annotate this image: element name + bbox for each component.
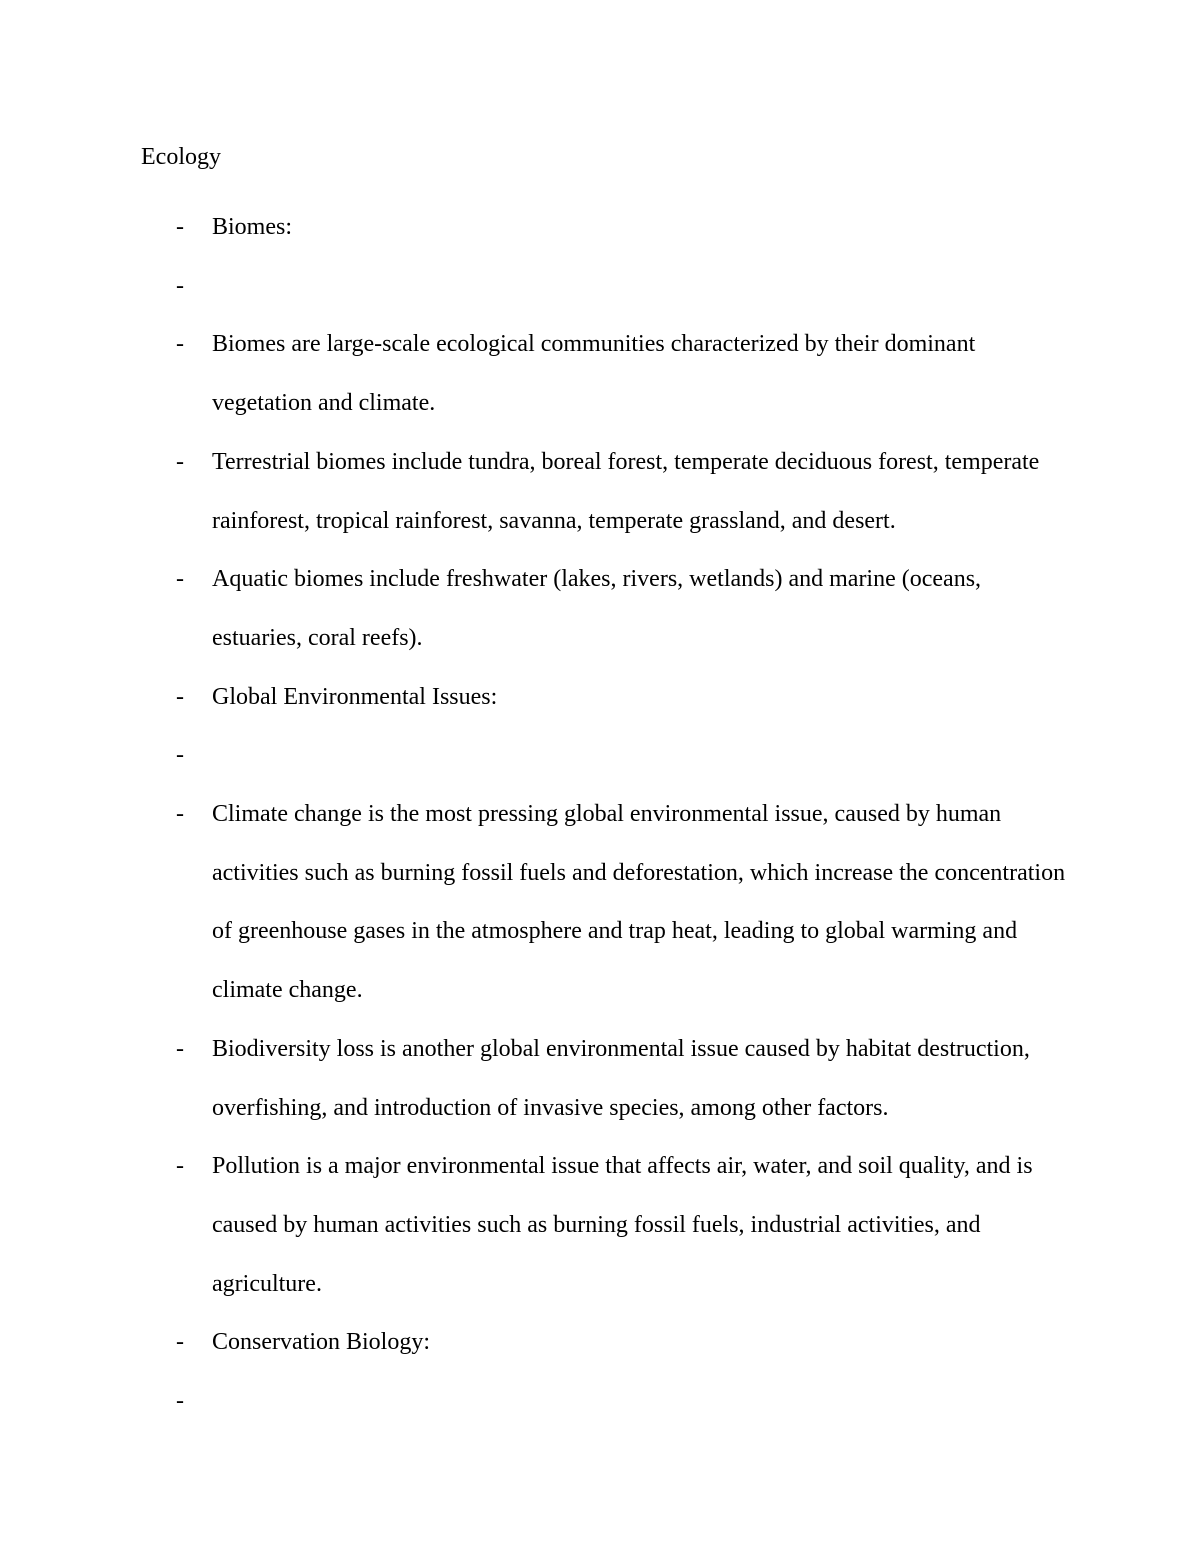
list-item-text: Conservation Biology: [212,1329,430,1356]
list-item [0,726,1200,785]
bullet-dash: - [176,331,184,358]
bullet-dash: - [176,1153,184,1180]
list-item-text: Biomes: [212,214,293,240]
list-item-text: Terrestrial biomes include tundra, boreal forest, temperate deciduous forest, temperate rainforest, tropical rainforest, savanna, temperate grassland, and desert. [212,448,1040,534]
list-item [0,433,1200,550]
list-item [0,1137,1200,1313]
list-item [0,785,1200,1020]
list-item-text: Biodiversity loss is another global environmental issue caused by habitat destruction, overfishing, and introduction of invasive species, among other factors. [212,1035,1030,1121]
list-item-text: Biomes are large-scale ecological communities characterized by their dominant vegetation and climate. [212,331,976,417]
list-item-text: Aquatic biomes include freshwater (lakes, rivers, wetlands) and marine (oceans, estuaries, coral reefs). [212,566,982,651]
list-item [0,1313,1200,1372]
list-item-text: Climate change is the most pressing global environmental issue, caused by human activities such as burning fossil fuels and deforestation, which increase the concentration of greenhouse gases in the atmosphere and trap heat, leading to global warming and climate change. [212,801,1066,1004]
list-item-text: Global Environmental Issues: [212,683,498,710]
list-item [0,550,1200,667]
document-title: Ecology [141,144,221,170]
bullet-dash: - [176,214,184,240]
bullet-dash: - [176,1035,184,1062]
list-item [0,1372,1200,1431]
bullet-list [0,198,1200,1431]
bullet-dash: - [176,1388,184,1415]
bullet-dash: - [176,742,184,769]
bullet-dash: - [176,801,184,827]
bullet-dash: - [176,1329,184,1356]
bullet-dash: - [176,683,184,710]
bullet-dash: - [176,272,184,299]
list-item [0,198,1200,257]
bullet-dash: - [176,566,184,593]
list-item [0,257,1200,316]
list-item-text: Pollution is a major environmental issue that affects air, water, and soil quality, and is caused by human activities such as burning fossil fuels, industrial activities, and agriculture. [212,1153,1033,1297]
bullet-dash: - [176,448,184,475]
list-item [0,1020,1200,1137]
list-item [0,668,1200,727]
list-item [0,315,1200,432]
